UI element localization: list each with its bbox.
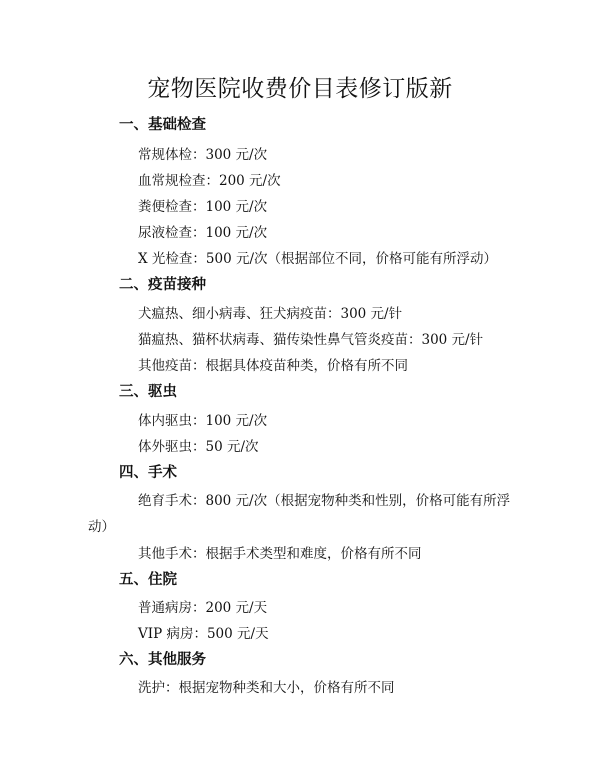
price-line: 血常规检查：200 元/次 [138,173,281,189]
price-line: 常规体检：300 元/次 [138,147,268,163]
section-heading-surgery: 四、手术 [119,465,177,481]
price-line: 猫瘟热、猫杯状病毒、猫传染性鼻气管炎疫苗：300 元/针 [138,332,484,348]
price-line: 绝育手术：800 元/次（根据宠物种类和性别，价格可能有所浮 [138,493,511,509]
price-line: 体外驱虫：50 元/次 [138,439,259,455]
section-heading-deworming: 三、驱虫 [119,384,177,400]
section-heading-hospitalization: 五、住院 [119,572,177,588]
section-heading-other-services: 六、其他服务 [119,652,206,668]
document-title: 宠物医院收费价目表修订版新 [147,76,453,102]
price-line: 粪便检查：100 元/次 [138,199,268,215]
price-line-continuation: 动） [88,519,115,535]
section-heading-vaccination: 二、疫苗接种 [119,277,206,293]
price-line: 体内驱虫：100 元/次 [138,413,268,429]
price-line: 洗护：根据宠物种类和大小，价格有所不同 [138,680,395,696]
price-line: 尿液检查：100 元/次 [138,225,268,241]
price-line: X 光检查：500 元/次（根据部位不同，价格可能有所浮动） [138,251,498,267]
price-line: 其他手术：根据手术类型和难度，价格有所不同 [138,546,422,562]
price-line: 犬瘟热、细小病毒、狂犬病疫苗：300 元/针 [138,306,403,322]
price-line: VIP 病房：500 元/天 [138,626,269,642]
price-line: 普通病房：200 元/天 [138,600,268,616]
section-heading-basic-exam: 一、基础检查 [119,117,206,133]
price-line: 其他疫苗：根据具体疫苗种类，价格有所不同 [138,358,408,374]
